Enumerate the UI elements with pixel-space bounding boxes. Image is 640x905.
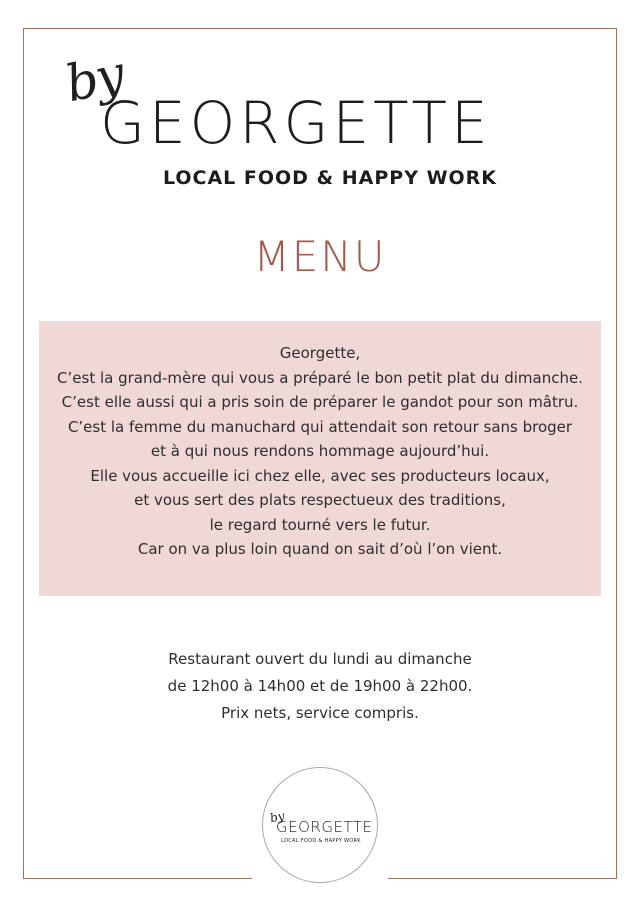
frame-top-border	[23, 28, 617, 29]
intro-line: C’est la femme du manuchard qui attendait son retour sans broger	[67, 417, 573, 436]
intro-line: le regard tourné vers le futur.	[209, 515, 431, 534]
seal-logo	[262, 767, 378, 883]
logo-name: GEORGETTE	[100, 89, 492, 157]
intro-line: Georgette,	[279, 344, 361, 362]
opening-days: Restaurant ouvert du lundi au dimanche	[168, 650, 472, 668]
logo-prefix: by	[60, 44, 128, 114]
intro-line: Car on va plus loin quand on sait d’où l’on vient.	[137, 540, 503, 558]
frame-bottom-left-border	[23, 878, 252, 879]
menu-title: MENU	[253, 232, 387, 281]
seal-prefix: by	[268, 808, 286, 826]
frame-right-border	[616, 28, 617, 879]
intro-line: C’est elle aussi qui a pris soin de préparer le gandot pour son mâtru.	[61, 393, 579, 411]
intro-line: C’est la grand-mère qui vous a préparé le bon petit plat du dimanche.	[57, 368, 583, 387]
opening-hours: de 12h00 à 14h00 et de 19h00 à 22h00.	[167, 677, 473, 695]
logo-tagline: LOCAL FOOD & HAPPY WORK	[162, 167, 498, 189]
opening-info	[0, 646, 640, 727]
intro-line: Elle vous accueille ici chez elle, avec ses producteurs locaux,	[90, 466, 550, 485]
frame-left-border	[23, 28, 24, 879]
intro-text	[39, 341, 601, 562]
pricing-note: Prix nets, service compris.	[221, 704, 419, 722]
intro-line: et à qui nous rendons hommage aujourd’hui.	[150, 442, 490, 460]
intro-box	[39, 321, 601, 596]
frame-bottom-right-border	[388, 878, 617, 879]
intro-line: et vous sert des plats respectueux des traditions,	[134, 491, 506, 509]
seal-tagline: LOCAL FOOD & HAPPY WORK	[281, 838, 361, 844]
seal-name: GEORGETTE	[276, 818, 373, 836]
